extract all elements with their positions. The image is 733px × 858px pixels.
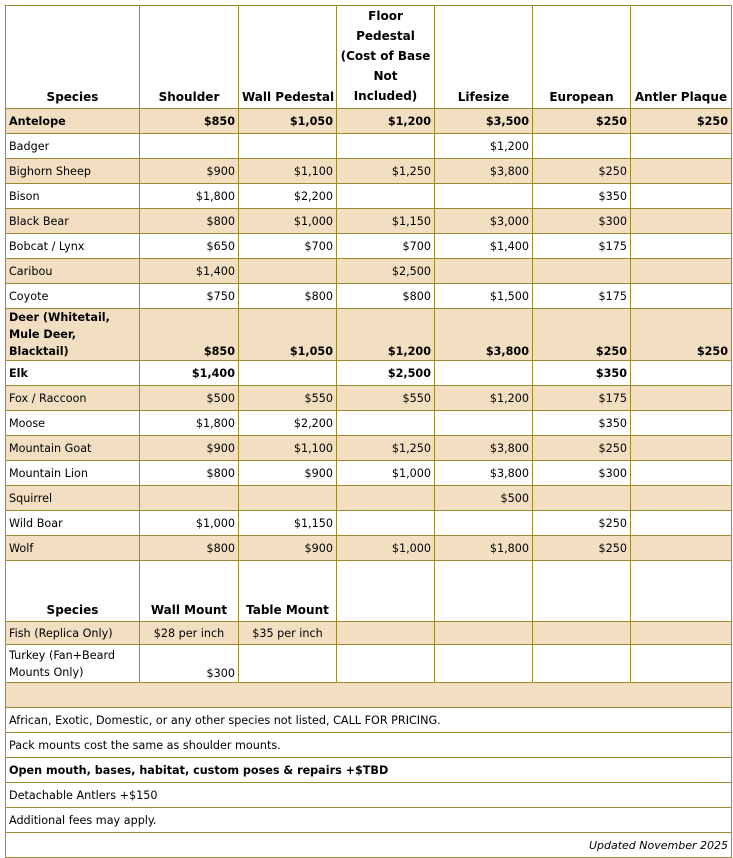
price-cell-lifesize: $1,200 — [435, 134, 533, 159]
price-cell-wall-pedestal: $1,100 — [239, 159, 337, 184]
price-cell-european: $175 — [533, 234, 631, 259]
price-cell-lifesize — [435, 361, 533, 386]
species-cell: Wild Boar — [6, 511, 140, 536]
table-row — [6, 284, 732, 309]
price-cell-wall-pedestal — [239, 486, 337, 511]
spacer-row — [6, 683, 732, 708]
empty-cell — [337, 645, 435, 683]
price-table — [5, 5, 732, 858]
spacer-cell — [6, 683, 732, 708]
price-cell-antler-plaque — [631, 209, 732, 234]
species-cell: Fish (Replica Only) — [6, 622, 140, 645]
table-row — [6, 184, 732, 209]
species-cell: Turkey (Fan+Beard Mounts Only) — [6, 645, 140, 683]
table-row — [6, 259, 732, 284]
price-cell-shoulder: $800 — [140, 461, 239, 486]
price-cell-wall-pedestal: $900 — [239, 536, 337, 561]
header-lifesize: Lifesize — [435, 6, 533, 109]
price-cell-european: $350 — [533, 361, 631, 386]
price-cell-shoulder: $1,400 — [140, 259, 239, 284]
price-cell-wall-pedestal — [239, 134, 337, 159]
price-cell-european: $300 — [533, 461, 631, 486]
price-cell-lifesize: $3,800 — [435, 309, 533, 361]
price-cell-european: $250 — [533, 159, 631, 184]
price-cell-shoulder: $850 — [140, 309, 239, 361]
note-pack-mounts: Pack mounts cost the same as shoulder mounts. — [6, 733, 732, 758]
species-cell: Fox / Raccoon — [6, 386, 140, 411]
price-cell-european: $175 — [533, 386, 631, 411]
price-cell-floor-pedestal: $1,200 — [337, 109, 435, 134]
price-cell-shoulder — [140, 134, 239, 159]
price-cell-antler-plaque: $250 — [631, 109, 732, 134]
price-cell-shoulder: $1,800 — [140, 411, 239, 436]
price-cell-wall-pedestal: $1,100 — [239, 436, 337, 461]
table-row — [6, 436, 732, 461]
price-cell-shoulder: $500 — [140, 386, 239, 411]
table-row — [6, 645, 732, 683]
price-cell-wall-mount: $300 — [140, 645, 239, 683]
price-cell-european: $250 — [533, 511, 631, 536]
table-row — [6, 361, 732, 386]
price-cell-wall-pedestal: $1,000 — [239, 209, 337, 234]
header-shoulder: Shoulder — [140, 6, 239, 109]
species-cell: Mountain Lion — [6, 461, 140, 486]
price-cell-antler-plaque — [631, 159, 732, 184]
header-row-2 — [6, 561, 732, 622]
note-row — [6, 783, 732, 808]
price-cell-antler-plaque — [631, 234, 732, 259]
empty-cell — [631, 622, 732, 645]
empty-cell — [435, 645, 533, 683]
price-cell-shoulder: $900 — [140, 159, 239, 184]
species-cell: Caribou — [6, 259, 140, 284]
price-cell-floor-pedestal: $1,150 — [337, 209, 435, 234]
price-cell-shoulder — [140, 486, 239, 511]
empty-cell — [533, 645, 631, 683]
price-cell-floor-pedestal: $1,000 — [337, 461, 435, 486]
price-cell-table-mount — [239, 645, 337, 683]
price-cell-european — [533, 259, 631, 284]
price-cell-lifesize — [435, 411, 533, 436]
price-cell-floor-pedestal: $2,500 — [337, 259, 435, 284]
price-cell-european: $350 — [533, 411, 631, 436]
price-cell-european: $300 — [533, 209, 631, 234]
empty-cell — [533, 561, 631, 622]
price-cell-wall-pedestal: $1,150 — [239, 511, 337, 536]
note-call-for-pricing: African, Exotic, Domestic, or any other species not listed, CALL FOR PRICING. — [6, 708, 732, 733]
table-row — [6, 309, 732, 361]
table-row — [6, 486, 732, 511]
price-cell-floor-pedestal: $1,200 — [337, 309, 435, 361]
price-cell-floor-pedestal: $1,250 — [337, 436, 435, 461]
price-cell-antler-plaque — [631, 461, 732, 486]
species-cell: Deer (Whitetail, Mule Deer, Blacktail) — [6, 309, 140, 361]
price-cell-antler-plaque — [631, 411, 732, 436]
price-cell-antler-plaque — [631, 284, 732, 309]
note-row — [6, 808, 732, 833]
price-cell-wall-pedestal: $700 — [239, 234, 337, 259]
price-cell-lifesize — [435, 511, 533, 536]
price-cell-lifesize — [435, 184, 533, 209]
species-cell: Mountain Goat — [6, 436, 140, 461]
price-cell-lifesize: $1,500 — [435, 284, 533, 309]
price-cell-antler-plaque — [631, 486, 732, 511]
price-cell-shoulder: $650 — [140, 234, 239, 259]
price-cell-antler-plaque — [631, 536, 732, 561]
species-cell: Black Bear — [6, 209, 140, 234]
price-cell-lifesize: $3,000 — [435, 209, 533, 234]
note-row — [6, 708, 732, 733]
species-cell: Moose — [6, 411, 140, 436]
updated-row — [6, 833, 732, 858]
price-cell-european: $350 — [533, 184, 631, 209]
price-cell-wall-pedestal: $900 — [239, 461, 337, 486]
price-cell-european: $250 — [533, 436, 631, 461]
table-row — [6, 461, 732, 486]
price-cell-antler-plaque — [631, 511, 732, 536]
price-cell-wall-pedestal — [239, 361, 337, 386]
note-row — [6, 758, 732, 783]
price-cell-shoulder: $850 — [140, 109, 239, 134]
price-cell-floor-pedestal — [337, 184, 435, 209]
empty-cell — [631, 645, 732, 683]
price-cell-wall-pedestal: $550 — [239, 386, 337, 411]
note-detachable-antlers: Detachable Antlers +$150 — [6, 783, 732, 808]
price-cell-wall-pedestal: $1,050 — [239, 109, 337, 134]
species-cell: Antelope — [6, 109, 140, 134]
price-cell-floor-pedestal — [337, 511, 435, 536]
table-row — [6, 159, 732, 184]
price-cell-shoulder: $800 — [140, 536, 239, 561]
price-cell-wall-pedestal: $2,200 — [239, 411, 337, 436]
header-european: European — [533, 6, 631, 109]
table-row — [6, 109, 732, 134]
price-cell-shoulder: $800 — [140, 209, 239, 234]
header2-wall-mount: Wall Mount — [140, 561, 239, 622]
price-cell-antler-plaque — [631, 436, 732, 461]
price-cell-antler-plaque — [631, 361, 732, 386]
empty-cell — [533, 622, 631, 645]
table-row — [6, 209, 732, 234]
price-cell-wall-pedestal: $2,200 — [239, 184, 337, 209]
price-cell-lifesize: $1,200 — [435, 386, 533, 411]
table-row — [6, 511, 732, 536]
price-cell-shoulder: $750 — [140, 284, 239, 309]
header-species: Species — [6, 6, 140, 109]
price-cell-antler-plaque — [631, 386, 732, 411]
price-cell-european: $250 — [533, 309, 631, 361]
species-cell: Squirrel — [6, 486, 140, 511]
table-row — [6, 234, 732, 259]
species-cell: Bison — [6, 184, 140, 209]
empty-cell — [631, 561, 732, 622]
note-additional-fees: Additional fees may apply. — [6, 808, 732, 833]
updated-date: Updated November 2025 — [6, 833, 732, 858]
price-cell-lifesize: $1,800 — [435, 536, 533, 561]
price-cell-floor-pedestal: $2,500 — [337, 361, 435, 386]
price-cell-shoulder: $900 — [140, 436, 239, 461]
price-cell-floor-pedestal: $1,250 — [337, 159, 435, 184]
header-antler-plaque: Antler Plaque — [631, 6, 732, 109]
price-cell-lifesize: $3,500 — [435, 109, 533, 134]
price-cell-floor-pedestal — [337, 486, 435, 511]
price-cell-european: $175 — [533, 284, 631, 309]
table-row — [6, 622, 732, 645]
species-cell: Bobcat / Lynx — [6, 234, 140, 259]
price-cell-lifesize: $1,400 — [435, 234, 533, 259]
price-cell-wall-mount: $28 per inch — [140, 622, 239, 645]
price-cell-antler-plaque — [631, 184, 732, 209]
price-cell-shoulder: $1,000 — [140, 511, 239, 536]
price-cell-european — [533, 486, 631, 511]
price-cell-european — [533, 134, 631, 159]
price-cell-shoulder: $1,400 — [140, 361, 239, 386]
table-row — [6, 134, 732, 159]
price-cell-lifesize: $3,800 — [435, 159, 533, 184]
species-cell: Elk — [6, 361, 140, 386]
price-cell-wall-pedestal: $1,050 — [239, 309, 337, 361]
price-cell-table-mount: $35 per inch — [239, 622, 337, 645]
price-cell-lifesize: $3,800 — [435, 436, 533, 461]
price-cell-wall-pedestal: $800 — [239, 284, 337, 309]
header-wall-pedestal: Wall Pedestal — [239, 6, 337, 109]
price-cell-floor-pedestal: $550 — [337, 386, 435, 411]
species-cell: Badger — [6, 134, 140, 159]
note-row — [6, 733, 732, 758]
price-cell-floor-pedestal — [337, 134, 435, 159]
empty-cell — [337, 622, 435, 645]
price-cell-european: $250 — [533, 109, 631, 134]
price-cell-floor-pedestal: $700 — [337, 234, 435, 259]
price-cell-wall-pedestal — [239, 259, 337, 284]
table-row — [6, 536, 732, 561]
price-cell-floor-pedestal: $1,000 — [337, 536, 435, 561]
header-floor-pedestal: Floor Pedestal (Cost of Base Not Included) — [337, 6, 435, 109]
empty-cell — [435, 622, 533, 645]
price-cell-antler-plaque — [631, 134, 732, 159]
price-cell-lifesize: $3,800 — [435, 461, 533, 486]
species-cell: Wolf — [6, 536, 140, 561]
header2-species: Species — [6, 561, 140, 622]
price-cell-european: $250 — [533, 536, 631, 561]
price-cell-floor-pedestal: $800 — [337, 284, 435, 309]
price-cell-antler-plaque — [631, 259, 732, 284]
species-cell: Bighorn Sheep — [6, 159, 140, 184]
table-row — [6, 386, 732, 411]
note-open-mouth: Open mouth, bases, habitat, custom poses & repairs +$TBD — [6, 758, 732, 783]
species-cell: Coyote — [6, 284, 140, 309]
empty-cell — [337, 561, 435, 622]
price-cell-floor-pedestal — [337, 411, 435, 436]
price-cell-lifesize: $500 — [435, 486, 533, 511]
header-row — [6, 6, 732, 109]
header2-table-mount: Table Mount — [239, 561, 337, 622]
table-row — [6, 411, 732, 436]
empty-cell — [435, 561, 533, 622]
price-cell-shoulder: $1,800 — [140, 184, 239, 209]
price-cell-antler-plaque: $250 — [631, 309, 732, 361]
price-cell-lifesize — [435, 259, 533, 284]
